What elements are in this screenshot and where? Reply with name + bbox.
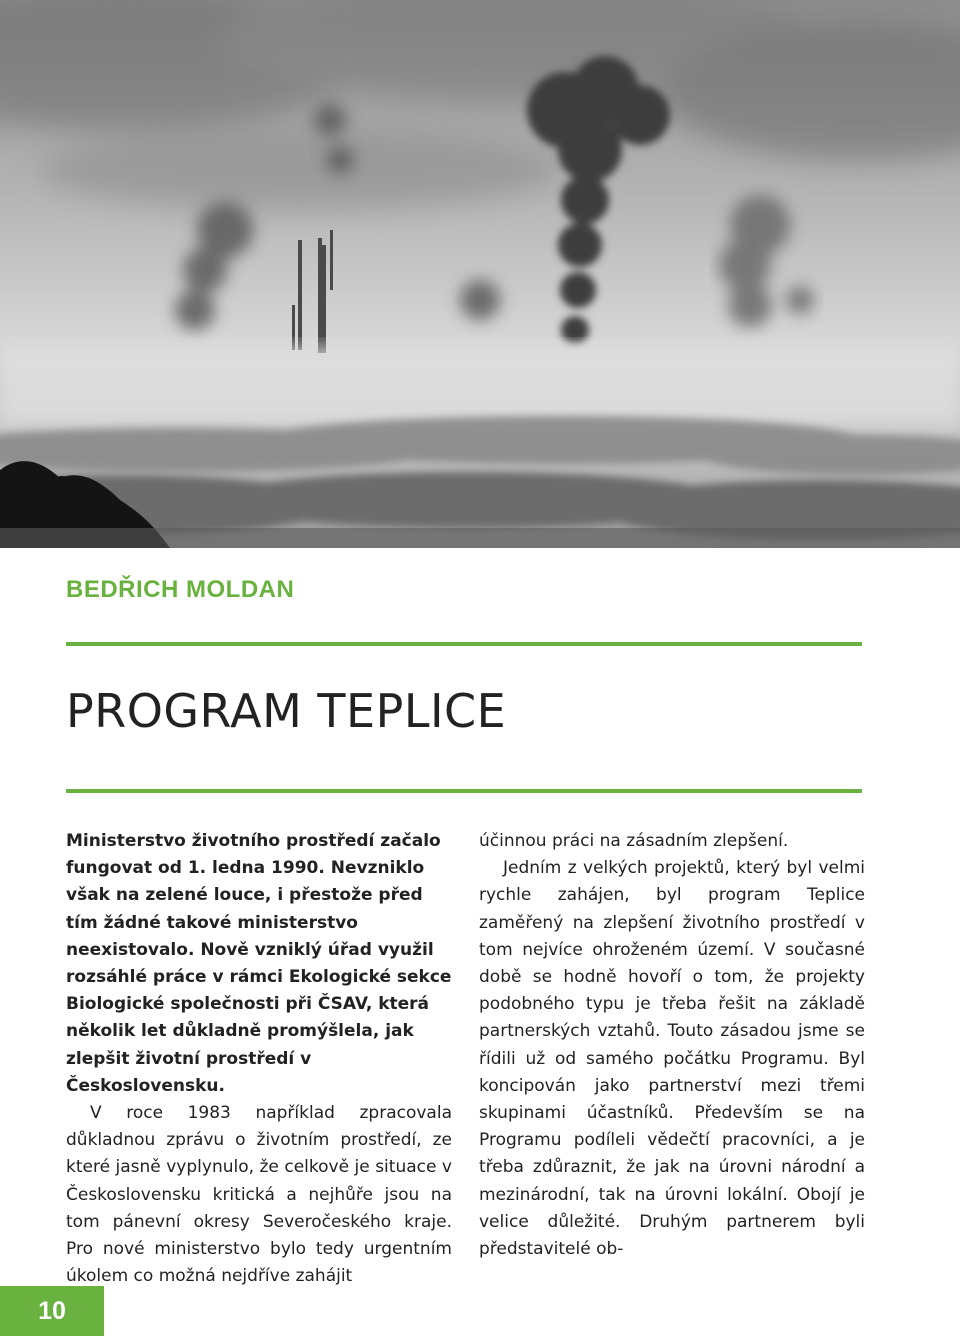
text-column-right — [479, 828, 865, 1263]
lead-paragraph: Ministerstvo životního prostředí začalo fungovat od 1. ledna 1990. Nevzniklo však na zelené louce, i přestože před tím žádné takové ministerstvo neexistovalo. Nově vzniklý úřad využil rozsáhlé práce v rámci Ekologické sekce Biologické společnosti při ČSAV, která několik let důkladně promýšlela, jak zlepšit životní prostředí v Československu. — [66, 831, 452, 1096]
body-paragraph-continued: účinnou práci na zásadním zlepšení. — [479, 831, 789, 851]
text-column-left — [66, 828, 452, 1290]
bottom-divider — [66, 789, 862, 793]
industrial-smokestacks-photo — [0, 0, 960, 548]
page-number-box — [0, 1286, 104, 1336]
article-title: PROGRAM TEPLICE — [66, 684, 507, 738]
top-divider — [66, 642, 862, 646]
body-paragraph-2: Jedním z velkých projektů, který byl velmi rychle zahájen, byl program Teplice zaměřený na zlepšení životního prostředí v tom nejvíce ohroženém území. V současné době se hodně hovoří o tom, že projekty podobného typu je třeba řešit na základě partnerských vztahů. Touto zásadou jsme se řídili už od samého počátku Programu. Byl koncipován jako partnerství mezi třemi skupinami účastníků. Především se na Programu podíleli vědečtí pracovníci, a je třeba zdůraznit, že jak na úrovni národní a mezinárodní, tak na úrovni lokální. Obojí je velice důležité. Druhým partnerem byli představitelé ob- — [479, 858, 865, 1260]
author-name: BEDŘICH MOLDAN — [66, 576, 295, 603]
body-paragraph-1: V roce 1983 například zpracovala důkladnou zprávu o životním prostředí, ze které jasně vyplynulo, že celkově je situace v Československu kritická a nejhůře jsou na tom pánevní okresy Severočeského kraje. Pro nové ministerstvo bylo tedy urgentním úkolem co možná nejdříve zahájit — [66, 1103, 452, 1287]
page-number: 10 — [38, 1296, 66, 1325]
